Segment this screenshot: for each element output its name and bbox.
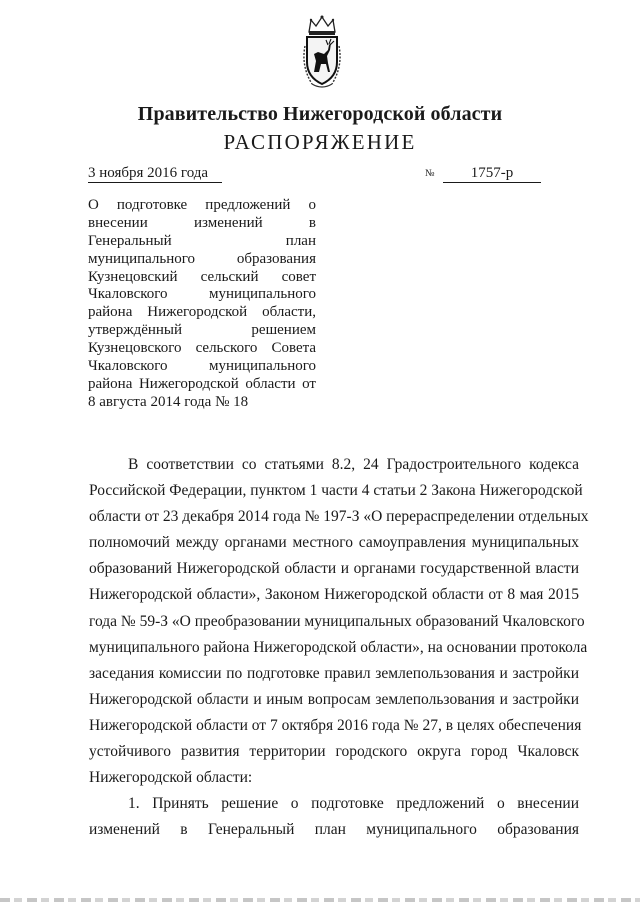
document-number: 1757-р: [443, 164, 541, 183]
subject-line: 8 августа 2014 года № 18: [88, 393, 249, 410]
subject-line: Чкаловского муниципального: [88, 358, 316, 375]
document-date: 3 ноября 2016 года: [88, 164, 222, 183]
body-line: изменений в Генеральный план муниципального образования: [89, 821, 579, 839]
subject-line: утверждённый решением: [88, 322, 316, 339]
body-line: Нижегородской области», Законом Нижегородской области от 8 мая 2015: [89, 586, 579, 604]
body-line: 1. Принять решение о подготовке предложений о внесении: [128, 795, 579, 813]
body-line: устойчивого развития территории городского округа город Чкаловск: [89, 743, 579, 761]
subject-line: Кузнецовского сельского Совета: [88, 340, 316, 357]
body-line: года № 59-З «О преобразовании муниципальных образований Чкаловского: [89, 612, 585, 630]
body-line: образований Нижегородской области и органами государственной власти: [89, 560, 579, 578]
scan-edge-artifact: [0, 898, 640, 902]
subject-block: [88, 197, 316, 412]
document-kind-title: РАСПОРЯЖЕНИЕ: [223, 130, 417, 154]
coat-of-arms-icon: [300, 14, 344, 92]
subject-line: Чкаловского муниципального: [88, 286, 316, 303]
body-line: муниципального района Нижегородской области», на основании протокола: [89, 638, 588, 656]
body-line: Российской Федерации, пунктом 1 части 4 статьи 2 Закона Нижегородской: [89, 482, 583, 500]
subject-line: Генеральный план: [88, 232, 316, 249]
subject-line: района Нижегородской области,: [88, 304, 316, 321]
body-line: полномочий между органами местного самоуправления муниципальных: [89, 534, 579, 552]
subject-line: О подготовке предложений о: [88, 197, 316, 213]
body-line: заседания комиссии по подготовке правил землепользования и застройки: [89, 664, 579, 682]
body-line: Нижегородской области и иным вопросам землепользования и застройки: [89, 690, 579, 708]
number-label: №: [425, 168, 435, 179]
body-line: В соответствии со статьями 8.2, 24 Градостроительного кодекса: [128, 456, 579, 473]
body-line: Нижегородской области:: [89, 769, 253, 787]
body-text: [89, 452, 589, 843]
body-line: области от 23 декабря 2014 года № 197-З «О перераспределении отдельных: [89, 508, 589, 526]
subject-line: Кузнецовский сельский совет: [88, 268, 316, 285]
subject-line: муниципального образования: [88, 250, 316, 267]
government-title: Правительство Нижегородской области: [137, 103, 503, 125]
subject-line: района Нижегородской области от: [88, 375, 316, 392]
body-line: Нижегородской области от 7 октября 2016 года № 27, в целях обеспечения: [89, 716, 582, 734]
subject-line: внесении изменений в: [88, 214, 316, 231]
